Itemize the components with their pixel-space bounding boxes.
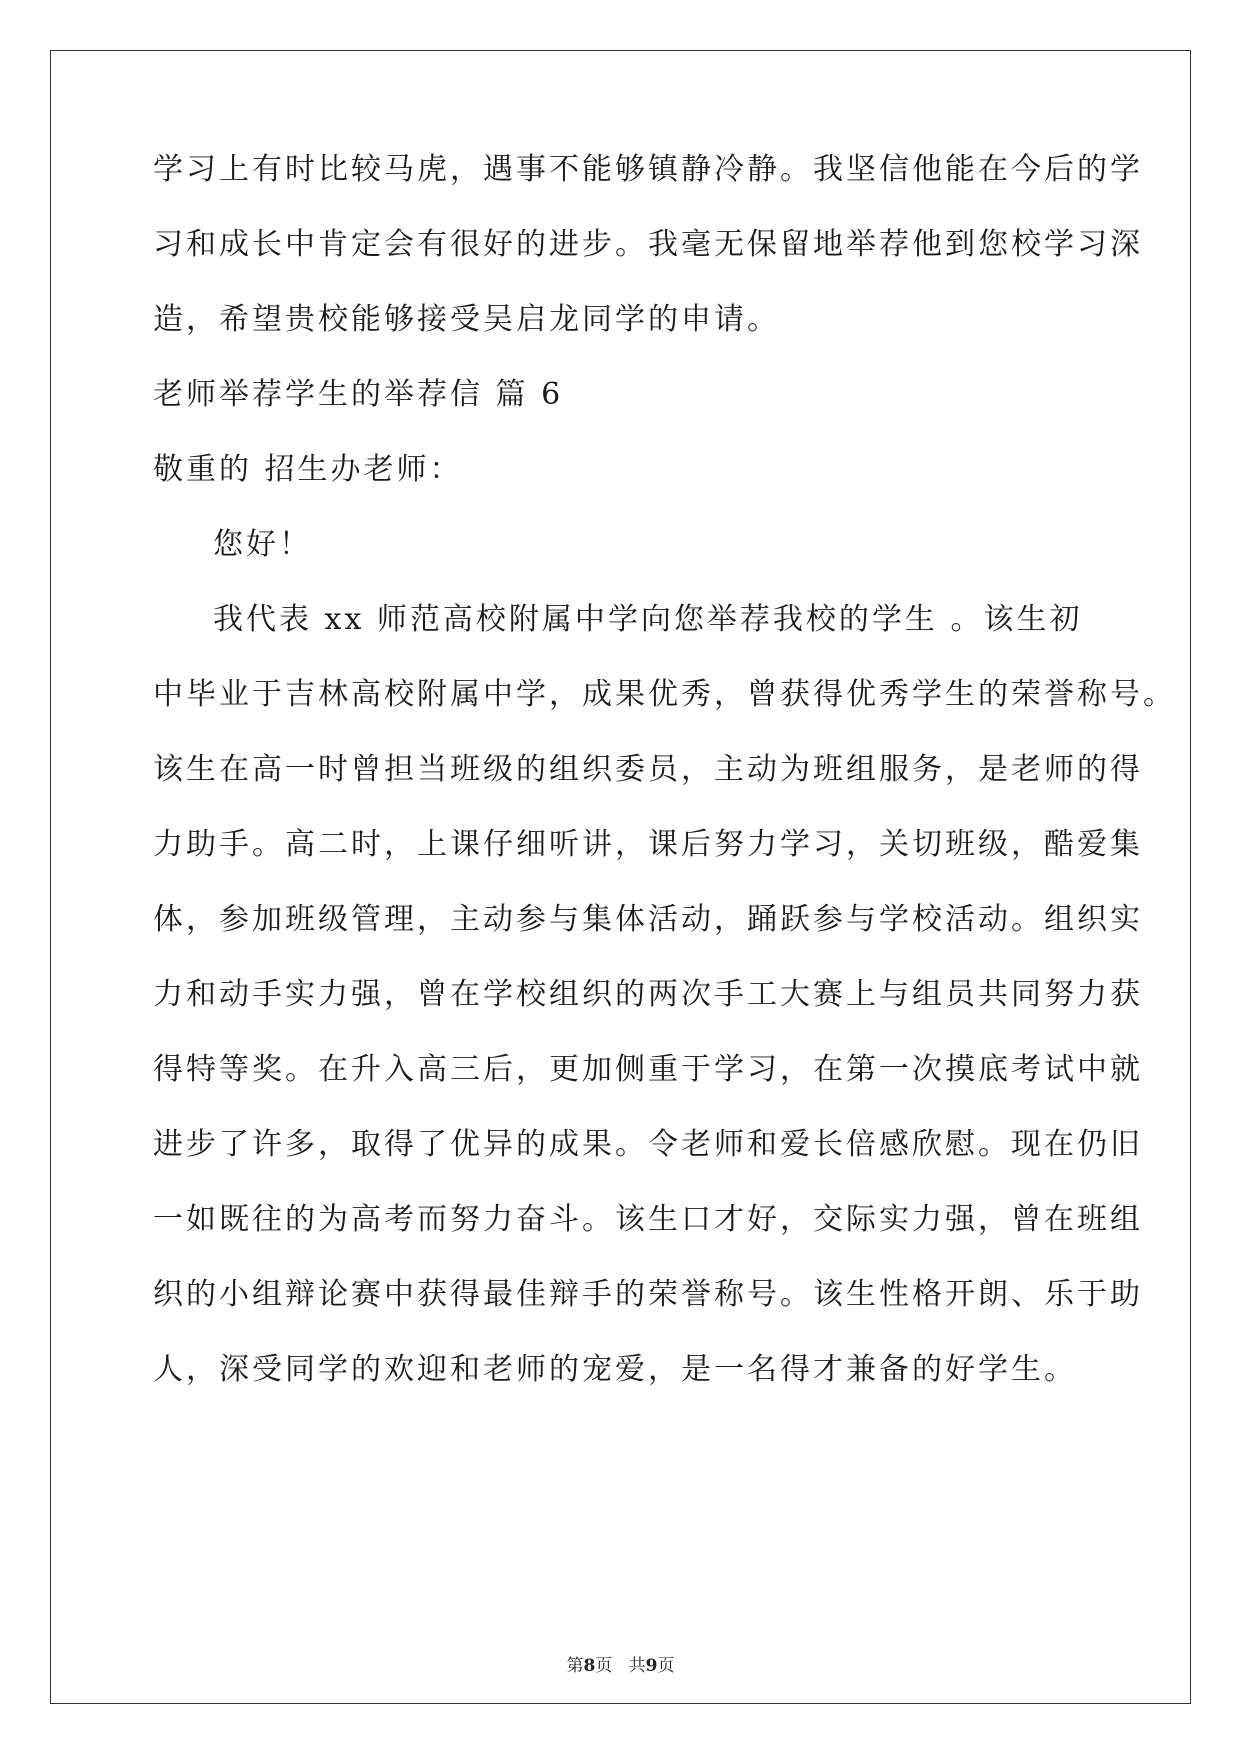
body-line: 中毕业于吉林高校附属中学，成果优秀，曾获得优秀学生的荣誉称号。 xyxy=(153,677,1176,712)
body-line: 得特等奖。在升入高三后，更加侧重于学习，在第一次摸底考试中就 xyxy=(153,1052,1143,1087)
body-line: 体，参加班级管理，主动参与集体活动，踊跃参与学校活动。组织实 xyxy=(153,902,1143,937)
footer-total-unit: 页 xyxy=(657,1656,675,1676)
page-border xyxy=(50,50,1191,1704)
body-line: 该生在高一时曾担当班级的组织委员，主动为班组服务，是老师的得 xyxy=(153,752,1143,787)
body-line: 学习上有时比较马虎，遇事不能够镇静冷静。我坚信他能在今后的学 xyxy=(153,152,1143,187)
current-page-number: 8 xyxy=(583,1656,596,1676)
total-pages-number: 9 xyxy=(645,1656,658,1676)
body-line: 造，希望贵校能够接受吴启龙同学的申请。 xyxy=(153,302,780,337)
body-line: 我代表 xx 师范高校附属中学向您举荐我校的学生 。该生初 xyxy=(213,602,1083,637)
body-line: 习和成长中肯定会有很好的进步。我毫无保留地举荐他到您校学习深 xyxy=(153,227,1143,262)
body-line: 进步了许多，取得了优异的成果。令老师和爱长倍感欣慰。现在仍旧 xyxy=(153,1127,1143,1162)
section-heading: 老师举荐学生的举荐信 篇 6 xyxy=(153,377,564,412)
page-footer xyxy=(0,1655,1241,1677)
body-line: 力助手。高二时，上课仔细听讲，课后努力学习，关切班级，酷爱集 xyxy=(153,827,1143,862)
body-line: 织的小组辩论赛中获得最佳辩手的荣誉称号。该生性格开朗、乐于助 xyxy=(153,1277,1143,1312)
footer-prefix: 第 xyxy=(566,1656,584,1676)
footer-page-unit: 页 xyxy=(595,1656,613,1676)
footer-total-prefix: 共 xyxy=(628,1656,646,1676)
body-line: 一如既往的为高考而努力奋斗。该生口才好，交际实力强，曾在班组 xyxy=(153,1202,1143,1237)
greeting: 您好！ xyxy=(213,527,312,562)
salutation: 敬重的 招生办老师： xyxy=(153,452,463,487)
body-line: 力和动手实力强，曾在学校组织的两次手工大赛上与组员共同努力获 xyxy=(153,977,1143,1012)
body-line: 人，深受同学的欢迎和老师的宠爱，是一名得才兼备的好学生。 xyxy=(153,1352,1077,1387)
